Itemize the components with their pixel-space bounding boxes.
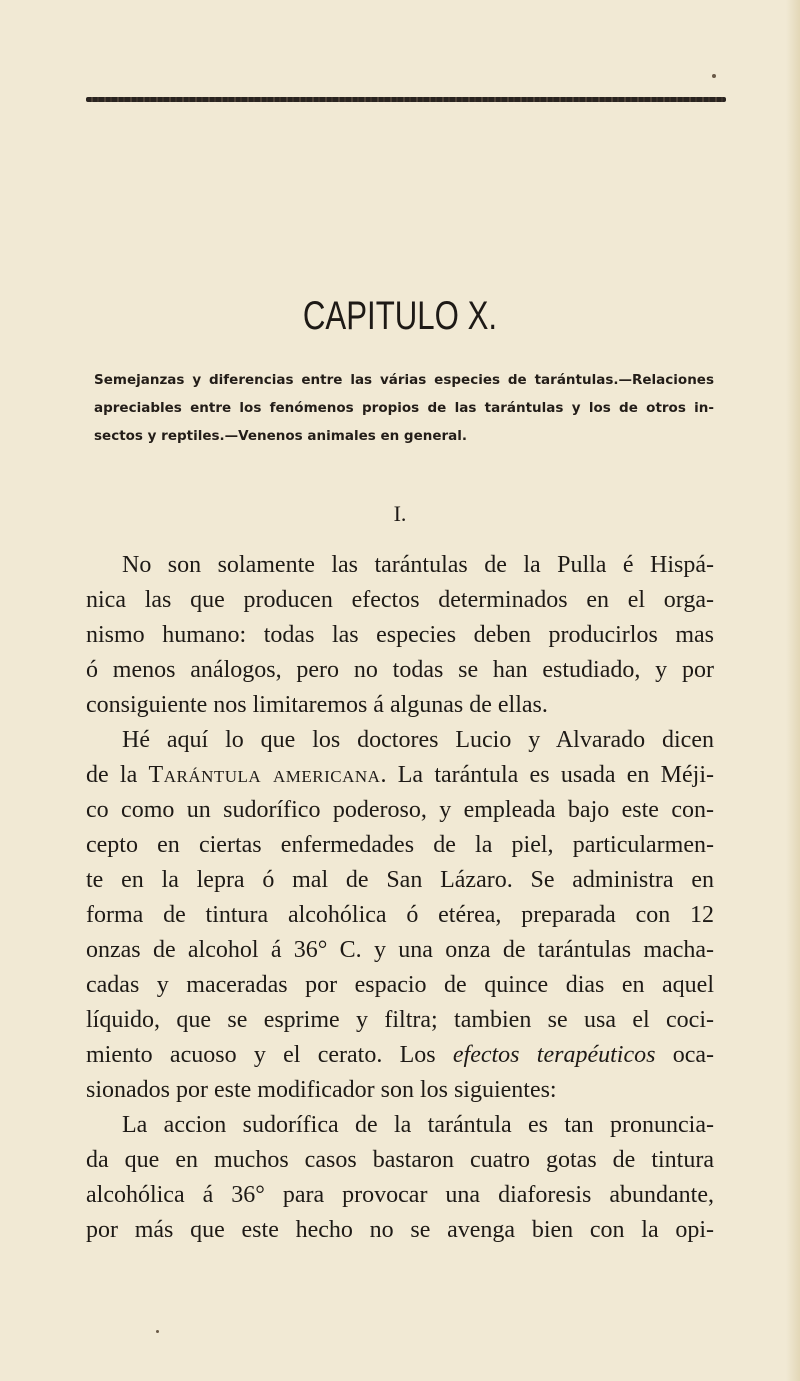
body-text: [86, 548, 714, 1248]
text-line: cadas y maceradas por espacio de quince dias en aquel: [86, 972, 714, 998]
text-line: te en la lepra ó mal de San Lázaro. Se administra en: [86, 867, 714, 893]
text-line: sionados por este modificador son los siguientes:: [86, 1077, 557, 1103]
text-line: No son solamente las tarántulas de la Pulla é Hispá-: [122, 552, 714, 578]
section-number: I.: [393, 501, 407, 526]
ink-speck: [712, 74, 716, 78]
text-line: co como un sudorífico poderoso, y empleada bajo este con-: [86, 797, 714, 823]
text-line: La accion sudorífica de la tarántula es tan pronuncia-: [122, 1112, 714, 1138]
text-line: da que en muchos casos bastaron cuatro gotas de tintura: [86, 1147, 714, 1173]
text-fragment: . La tarántula es usada en Méji-: [380, 762, 714, 788]
text-line: ó menos análogos, pero no todas se han estudiado, y por: [86, 657, 714, 683]
text-line: consiguiente nos limitaremos á algunas de ellas.: [86, 692, 548, 718]
text-fragment: oca-: [672, 1042, 715, 1068]
text-line: nica las que producen efectos determinados en el orga-: [86, 587, 714, 613]
text-fragment: miento acuoso y el cerato. Los: [86, 1042, 436, 1068]
text-line: nismo humano: todas las especies deben producirlos mas: [86, 622, 714, 648]
text-line: [86, 1038, 714, 1073]
ornamental-rule: [86, 97, 726, 102]
text-line: Hé aquí lo que los doctores Lucio y Alvarado dicen: [122, 727, 714, 753]
text-line: alcohólica á 36° para provocar una diaforesis abundante,: [86, 1182, 714, 1208]
species-name: Tarántula americana: [148, 762, 381, 788]
page-edge-shadow: [786, 0, 800, 1381]
text-fragment: de la: [86, 762, 138, 788]
ink-speck: [156, 1330, 159, 1333]
text-line: onzas de alcohol á 36° C. y una onza de tarántulas macha-: [86, 937, 714, 963]
text-line: líquido, que se esprime y filtra; tambien se usa el coci-: [86, 1007, 714, 1033]
chapter-title: CAPITULO X.: [302, 294, 498, 338]
chapter-summary: Semejanzas y diferencias entre las várias especies de tarántulas.—Relaciones apreciables entre los fenómenos propios de las tarántulas y los de otros in- sectos y reptiles.—Venenos animales en general.: [94, 372, 714, 444]
text-line: cepto en ciertas enfermedades de la piel, particularmen-: [86, 832, 714, 858]
text-line: forma de tintura alcohólica ó etérea, preparada con 12: [86, 902, 714, 928]
text-line: [86, 758, 714, 793]
italic-phrase: efectos terapéuticos: [452, 1042, 656, 1068]
text-line: por más que este hecho no se avenga bien con la opi-: [86, 1217, 714, 1243]
